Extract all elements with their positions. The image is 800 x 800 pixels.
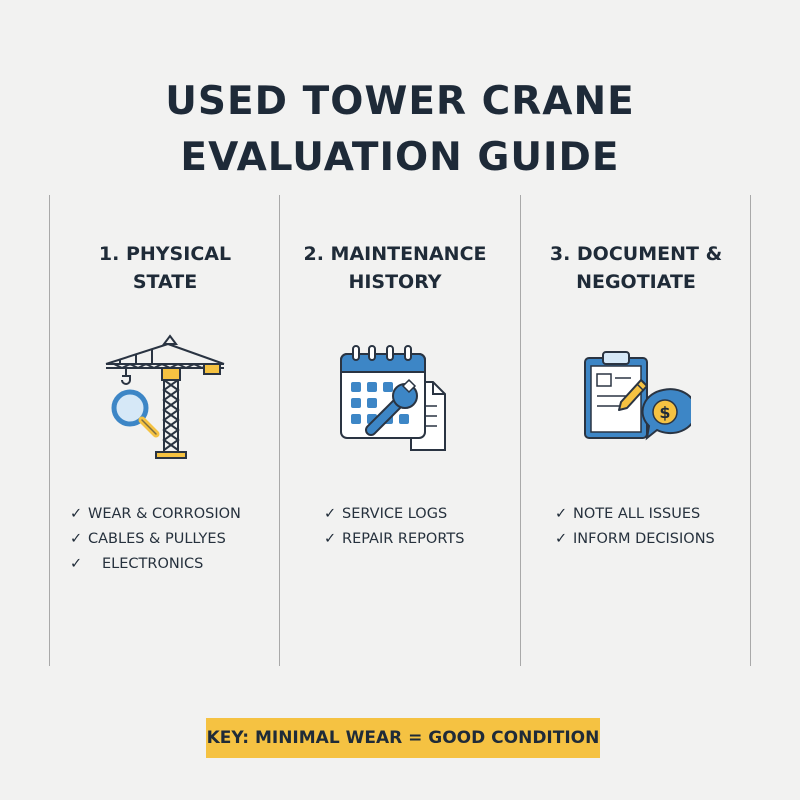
title-line-2: EVALUATION GUIDE xyxy=(180,135,620,181)
list-item: ✓ REPAIR REPORTS xyxy=(280,527,510,552)
key-banner: KEY: MINIMAL WEAR = GOOD CONDITION xyxy=(206,718,600,758)
check-icon: ✓ xyxy=(324,506,337,522)
checklist xyxy=(50,502,280,577)
column-heading: 2. MAINTENANCE HISTORY xyxy=(303,243,487,293)
list-item: ✓ ELECTRONICS xyxy=(50,552,280,577)
list-item: ✓ INFORM DECISIONS xyxy=(521,527,751,552)
list-item: ✓ CABLES & PULLYES xyxy=(50,527,280,552)
column-heading: 3. DOCUMENT & NEGOTIATE xyxy=(549,243,723,293)
check-icon: ✓ xyxy=(555,506,568,522)
checklist xyxy=(521,502,751,552)
clipboard-dollar-icon xyxy=(581,350,691,446)
title-line-1: USED TOWER CRANE xyxy=(165,79,635,125)
column-document-negotiate xyxy=(521,240,751,547)
tower-crane-magnifier-icon xyxy=(100,332,230,464)
check-icon: ✓ xyxy=(70,506,83,522)
list-item: ✓ WEAR & CORROSION xyxy=(50,502,280,527)
check-icon: ✓ xyxy=(324,531,337,547)
column-heading: 1. PHYSICAL STATE xyxy=(98,243,232,293)
column-physical-state xyxy=(50,240,280,572)
svg-text:$: $ xyxy=(659,403,671,422)
check-icon: ✓ xyxy=(555,531,568,547)
checklist xyxy=(280,502,510,552)
column-maintenance-history xyxy=(280,240,510,547)
list-item: ✓ SERVICE LOGS xyxy=(280,502,510,527)
list-item: ✓ NOTE ALL ISSUES xyxy=(521,502,751,527)
calendar-wrench-icon xyxy=(335,344,455,454)
page-title xyxy=(0,74,800,186)
check-icon: ✓ xyxy=(70,531,83,547)
check-icon: ✓ xyxy=(70,556,83,572)
